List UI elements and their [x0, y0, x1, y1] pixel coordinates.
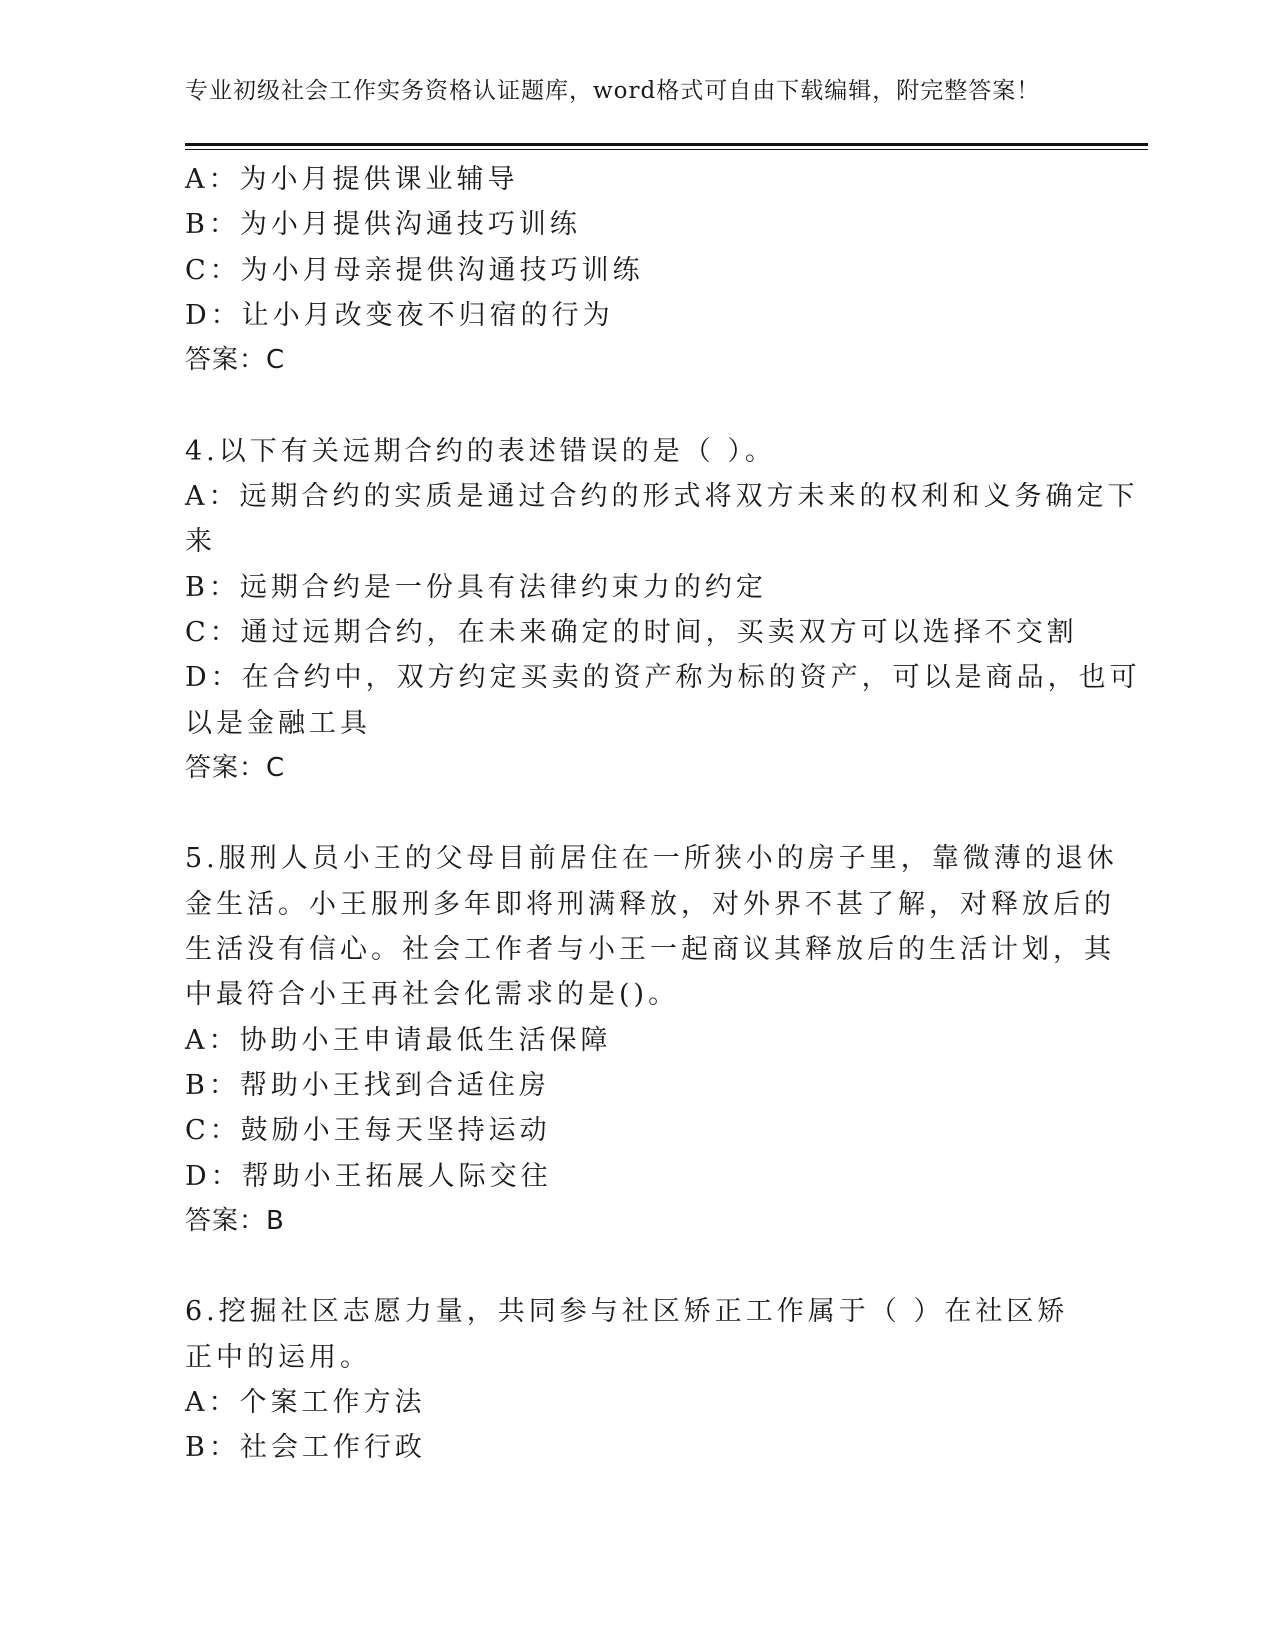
question-content: [185, 157, 1141, 1471]
q6-option-b: B：社会工作行政: [185, 1432, 426, 1464]
document-header: 专业初级社会工作实务资格认证题库，word格式可自由下载编辑，附完整答案！: [185, 78, 1041, 104]
q5-answer: 答案：B: [185, 1205, 285, 1236]
q4-option-d-line1: D：在合约中，双方约定买卖的资产称为标的资产，可以是商品，也可: [185, 662, 1141, 694]
q4-option-d-line2: 以是金融工具: [185, 707, 371, 739]
q4-option-b: B：远期合约是一份具有法律约束力的约定: [185, 571, 767, 603]
header-rule-thick: [185, 143, 1148, 146]
q5-option-b: B：帮助小王找到合适住房: [185, 1069, 550, 1101]
q5-stem-line4: 中最符合小王再社会化需求的是()。: [185, 979, 680, 1011]
spacer: [185, 791, 1070, 836]
q5-stem-line3: 生活没有信心。社会工作者与小王一起商议其释放后的生活计划，其: [185, 934, 1115, 966]
q3-option-b: B：为小月提供沟通技巧训练: [185, 209, 581, 241]
q3-option-c: C：为小月母亲提供沟通技巧训练: [185, 254, 644, 286]
q3-option-d: D：让小月改变夜不归宿的行为: [185, 299, 614, 331]
q4-option-c: C：通过远期合约，在未来确定的时间，买卖双方可以选择不交割: [185, 616, 1078, 648]
spacer: [185, 383, 1070, 428]
q4-answer: 答案：C: [185, 752, 286, 783]
q5-option-a: A：协助小王申请最低生活保障: [185, 1024, 612, 1056]
q5-stem-line2: 金生活。小王服刑多年即将刑满释放，对外界不甚了解，对释放后的: [185, 888, 1115, 920]
q5-stem-line1: 5.服刑人员小王的父母目前居住在一所狭小的房子里，靠微薄的退休: [185, 843, 1118, 875]
header-rule-thin: [185, 149, 1148, 150]
q4-stem: 4.以下有关远期合约的表述错误的是（ ）。: [185, 435, 776, 467]
q6-stem-line2: 正中的运用。: [185, 1341, 371, 1373]
q3-option-a: A：为小月提供课业辅导: [185, 164, 519, 195]
spacer: [185, 1244, 1070, 1289]
q3-answer: 答案：C: [185, 345, 286, 376]
q4-option-a-line2: 来: [185, 526, 216, 558]
q6-stem-line1: 6.挖掘社区志愿力量，共同参与社区矫正工作属于（ ）在社区矫: [185, 1296, 1069, 1328]
q4-option-a-line1: A：远期合约的实质是通过合约的形式将双方未来的权利和义务确定下: [185, 481, 1139, 513]
q6-option-a: A：个案工作方法: [185, 1387, 426, 1419]
q5-option-c: C：鼓励小王每天坚持运动: [185, 1115, 551, 1147]
q5-option-d: D：帮助小王拓展人际交往: [185, 1160, 552, 1192]
